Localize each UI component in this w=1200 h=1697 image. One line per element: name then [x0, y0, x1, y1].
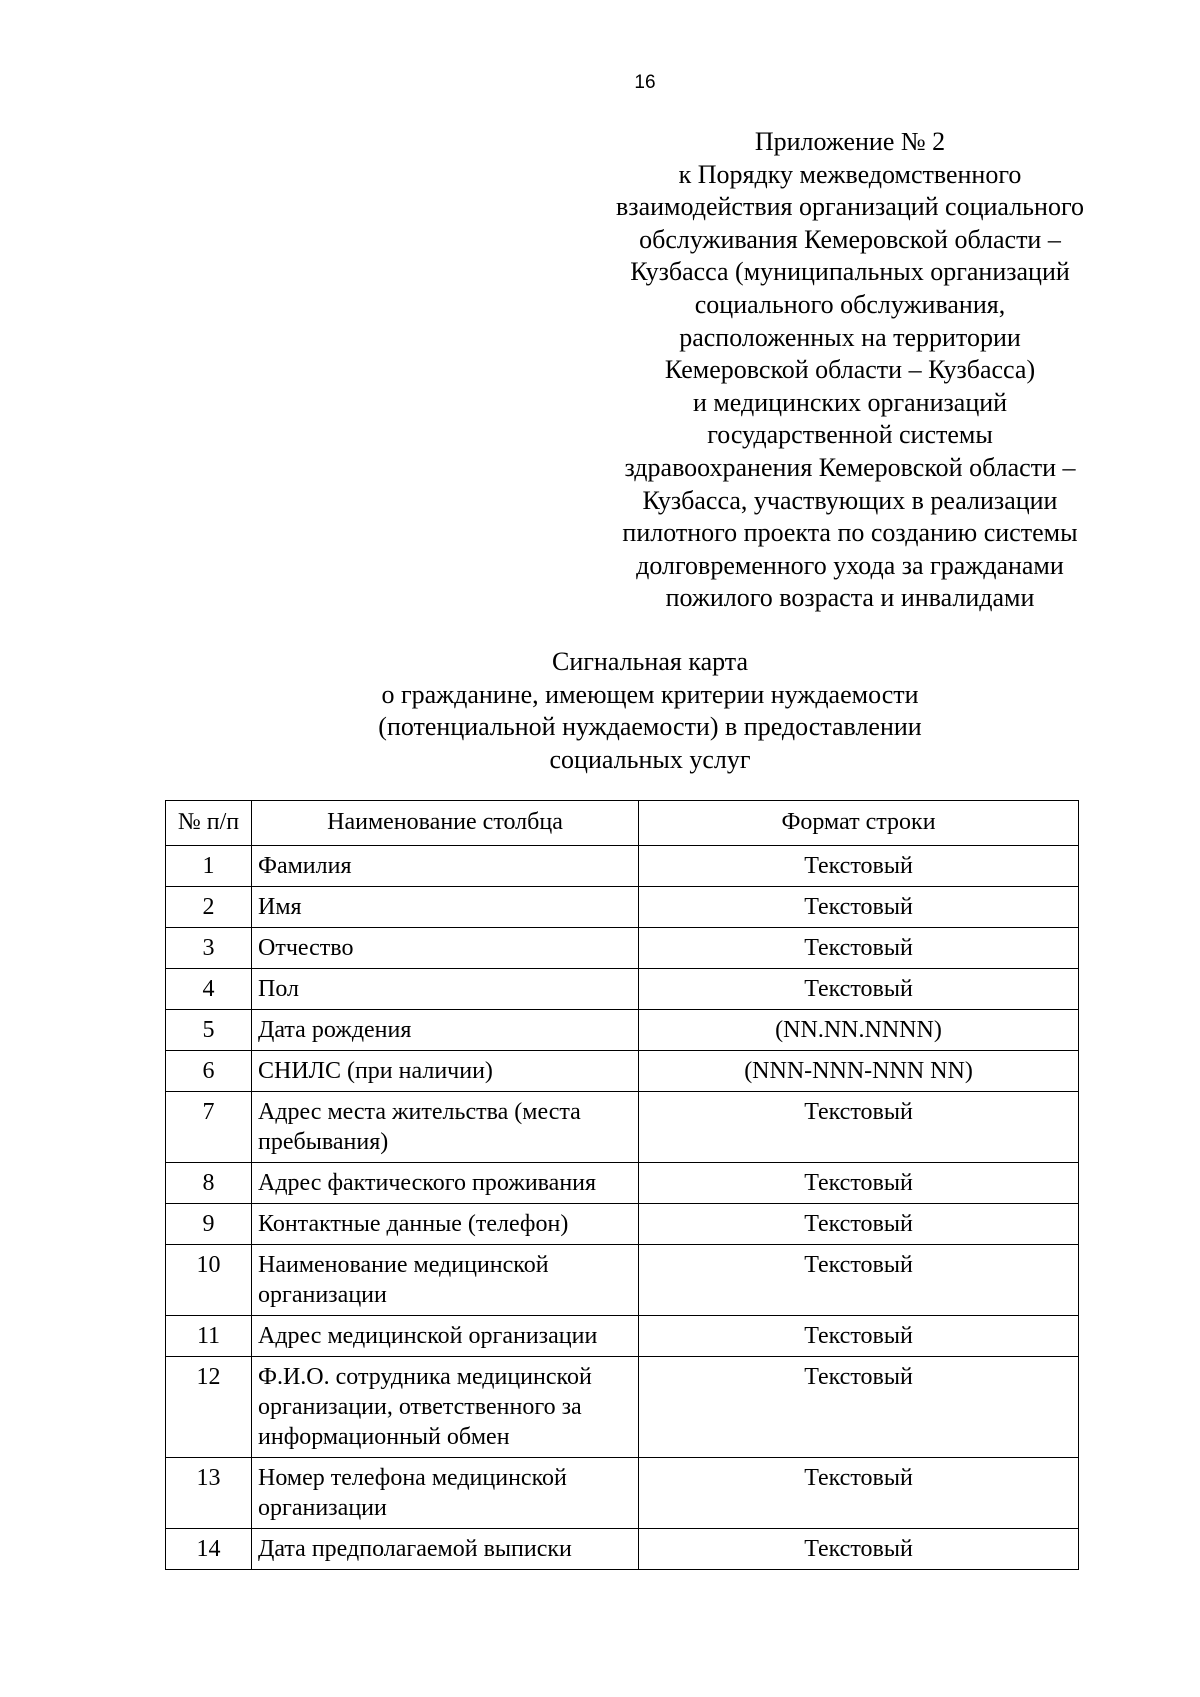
title-line: (потенциальной нуждаемости) в предоставлении	[378, 712, 922, 741]
table-row	[166, 1092, 1079, 1163]
appendix-line: социального обслуживания,	[694, 289, 1006, 319]
table-row	[166, 1245, 1079, 1316]
row-name: Отчество	[252, 928, 639, 969]
row-format: Текстовый	[639, 1092, 1079, 1163]
appendix-line: здравоохранения Кемеровской области –	[624, 452, 1076, 482]
row-name: Контактные данные (телефон)	[252, 1204, 639, 1245]
row-format: Текстовый	[639, 1458, 1079, 1529]
row-num: 4	[166, 969, 252, 1010]
row-format: Текстовый	[639, 887, 1079, 928]
row-num: 13	[166, 1458, 252, 1529]
row-num: 12	[166, 1357, 252, 1458]
appendix-line: расположенных на территории	[679, 322, 1021, 352]
table-row	[166, 887, 1079, 928]
row-name: Дата предполагаемой выписки	[252, 1529, 639, 1570]
row-format: Текстовый	[639, 1357, 1079, 1458]
table-row	[166, 1010, 1079, 1051]
document-title	[300, 646, 1000, 776]
row-format: Текстовый	[639, 969, 1079, 1010]
row-num: 14	[166, 1529, 252, 1570]
row-name: Адрес фактического проживания	[252, 1163, 639, 1204]
title-line: Сигнальная карта	[551, 647, 748, 676]
row-name: Наименование медицинской организации	[252, 1245, 639, 1316]
appendix-line: долговременного ухода за гражданами	[636, 550, 1064, 580]
row-format: (NN.NN.NNNN)	[639, 1010, 1079, 1051]
table-row	[166, 1316, 1079, 1357]
row-num: 7	[166, 1092, 252, 1163]
row-format: Текстовый	[639, 1245, 1079, 1316]
row-num: 1	[166, 846, 252, 887]
appendix-line: пожилого возраста и инвалидами	[665, 583, 1035, 613]
table-row	[166, 969, 1079, 1010]
header-num: № п/п	[166, 801, 252, 846]
row-format: Текстовый	[639, 846, 1079, 887]
table-row	[166, 1163, 1079, 1204]
row-format: (NNN-NNN-NNN NN)	[639, 1051, 1079, 1092]
header-name: Наименование столбца	[252, 801, 639, 846]
row-name: Дата рождения	[252, 1010, 639, 1051]
table-row	[166, 928, 1079, 969]
table-row	[166, 1051, 1079, 1092]
appendix-line: Кузбасса (муниципальных организаций	[630, 257, 1070, 287]
appendix-line: государственной системы	[707, 420, 993, 450]
row-name: Адрес места жительства (места пребывания)	[252, 1092, 639, 1163]
fields-table	[165, 800, 1079, 1570]
appendix-line: пилотного проекта по созданию системы	[622, 518, 1078, 548]
row-format: Текстовый	[639, 1204, 1079, 1245]
row-num: 5	[166, 1010, 252, 1051]
appendix-line: Приложение № 2	[754, 127, 946, 156]
row-name: Пол	[252, 969, 639, 1010]
title-line: социальных услуг	[549, 744, 751, 774]
row-name: Фамилия	[252, 846, 639, 887]
table-header-row	[166, 801, 1079, 846]
row-num: 6	[166, 1051, 252, 1092]
row-num: 9	[166, 1204, 252, 1245]
table-row	[166, 846, 1079, 887]
row-num: 11	[166, 1316, 252, 1357]
row-num: 10	[166, 1245, 252, 1316]
appendix-heading	[590, 126, 1110, 615]
row-name: Имя	[252, 887, 639, 928]
row-name: Ф.И.О. сотрудника медицинской организации, ответственного за информационный обмен	[252, 1357, 639, 1458]
table-row	[166, 1458, 1079, 1529]
row-format: Текстовый	[639, 1163, 1079, 1204]
page-number: 16	[634, 72, 656, 93]
header-format: Формат строки	[639, 801, 1079, 846]
row-name: СНИЛС (при наличии)	[252, 1051, 639, 1092]
row-format: Текстовый	[639, 1316, 1079, 1357]
appendix-line: взаимодействия организаций социального	[616, 192, 1084, 222]
appendix-line: Кемеровской области – Кузбасса)	[664, 355, 1036, 385]
appendix-line: и медицинских организаций	[692, 387, 1008, 417]
table-row	[166, 1204, 1079, 1245]
row-num: 3	[166, 928, 252, 969]
title-line: о гражданине, имеющем критерии нуждаемости	[381, 679, 919, 709]
table-row	[166, 1357, 1079, 1458]
appendix-line: к Порядку межведомственного	[678, 159, 1022, 189]
row-format: Текстовый	[639, 1529, 1079, 1570]
row-format: Текстовый	[639, 928, 1079, 969]
table-row	[166, 1529, 1079, 1570]
row-num: 8	[166, 1163, 252, 1204]
row-num: 2	[166, 887, 252, 928]
row-name: Адрес медицинской организации	[252, 1316, 639, 1357]
appendix-line: Кузбасса, участвующих в реализации	[642, 485, 1058, 515]
appendix-line: обслуживания Кемеровской области –	[639, 224, 1061, 254]
row-name: Номер телефона медицинской организации	[252, 1458, 639, 1529]
